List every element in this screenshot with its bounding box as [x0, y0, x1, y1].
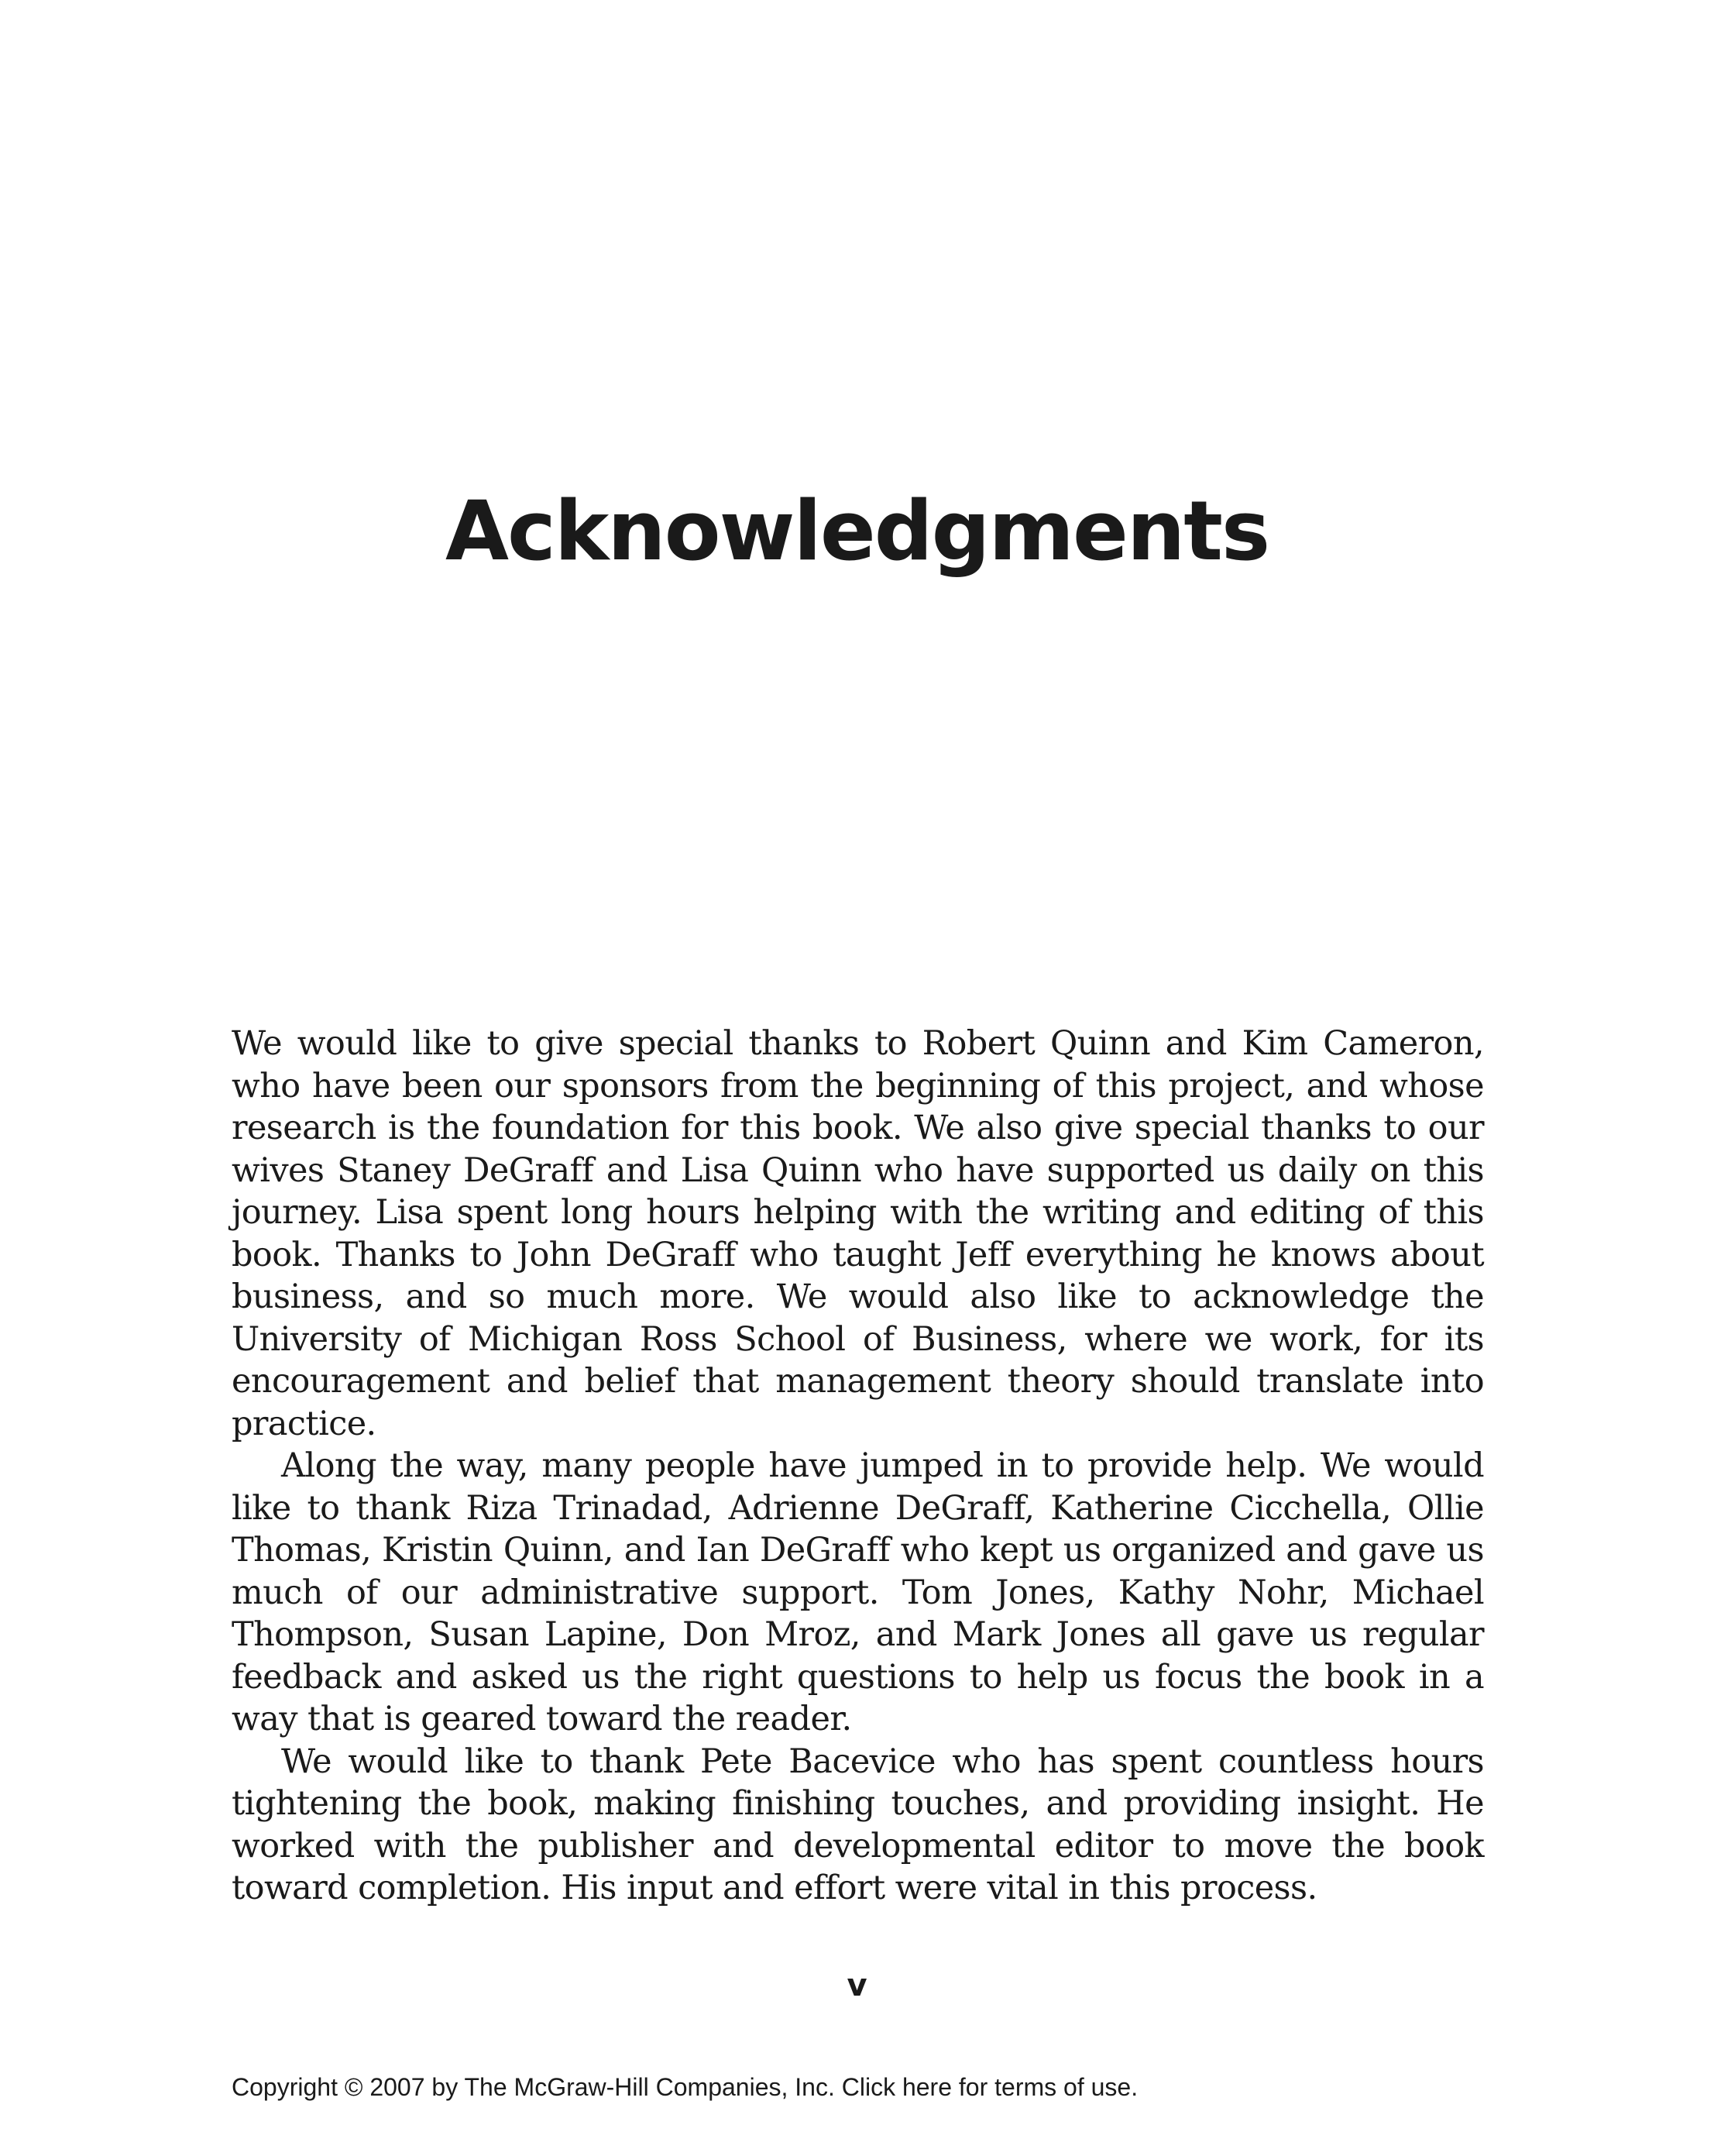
paragraph-2: Along the way, many people have jumped in to provide help. We would like to thank Riza Trinadad, Adrienne DeGraff, Katherine Cicchella, Ollie Thomas, Kristin Quinn, and Ian DeGraff who kept us organized and gave us much of our administrative support. Tom Jones, Kathy Nohr, Michael Thompson, Susan Lapine, Don Mroz, and Mark Jones all gave us regular feedback and asked us the right questions to help us focus the book in a way that is geared toward the reader.	[232, 1446, 1484, 1738]
acknowledgments-body	[232, 1023, 1484, 1910]
paragraph-3: We would like to thank Pete Bacevice who has spent countless hours tightening the book, making finishing touches, and providing insight. He worked with the publisher and developmental editor to move the book toward completion. His input and effort were vital in this process.	[232, 1742, 1484, 1907]
page-number: v	[847, 1968, 867, 2003]
paragraph-1: We would like to give special thanks to Robert Quinn and Kim Cameron, who have been our sponsors from the beginning of this project, and whose research is the foundation for this book. We also give special thanks to our wives Staney DeGraff and Lisa Quinn who have supported us daily on this journey. Lisa spent long hours helping with the writing and editing of this book. Thanks to John DeGraff who taught Jeff everything he knows about business, and so much more. We would also like to acknowledge the University of Michigan Ross School of Business, where we work, for its encouragement and belief that management theory should translate into practice.	[232, 1024, 1484, 1443]
copyright-text: Copyright © 2007 by The McGraw-Hill Companies, Inc.	[232, 2073, 842, 2101]
copyright-footer	[232, 2073, 1138, 2102]
page-title: Acknowledgments	[445, 483, 1269, 579]
terms-of-use-link[interactable]: Click here for terms of use.	[841, 2073, 1139, 2101]
